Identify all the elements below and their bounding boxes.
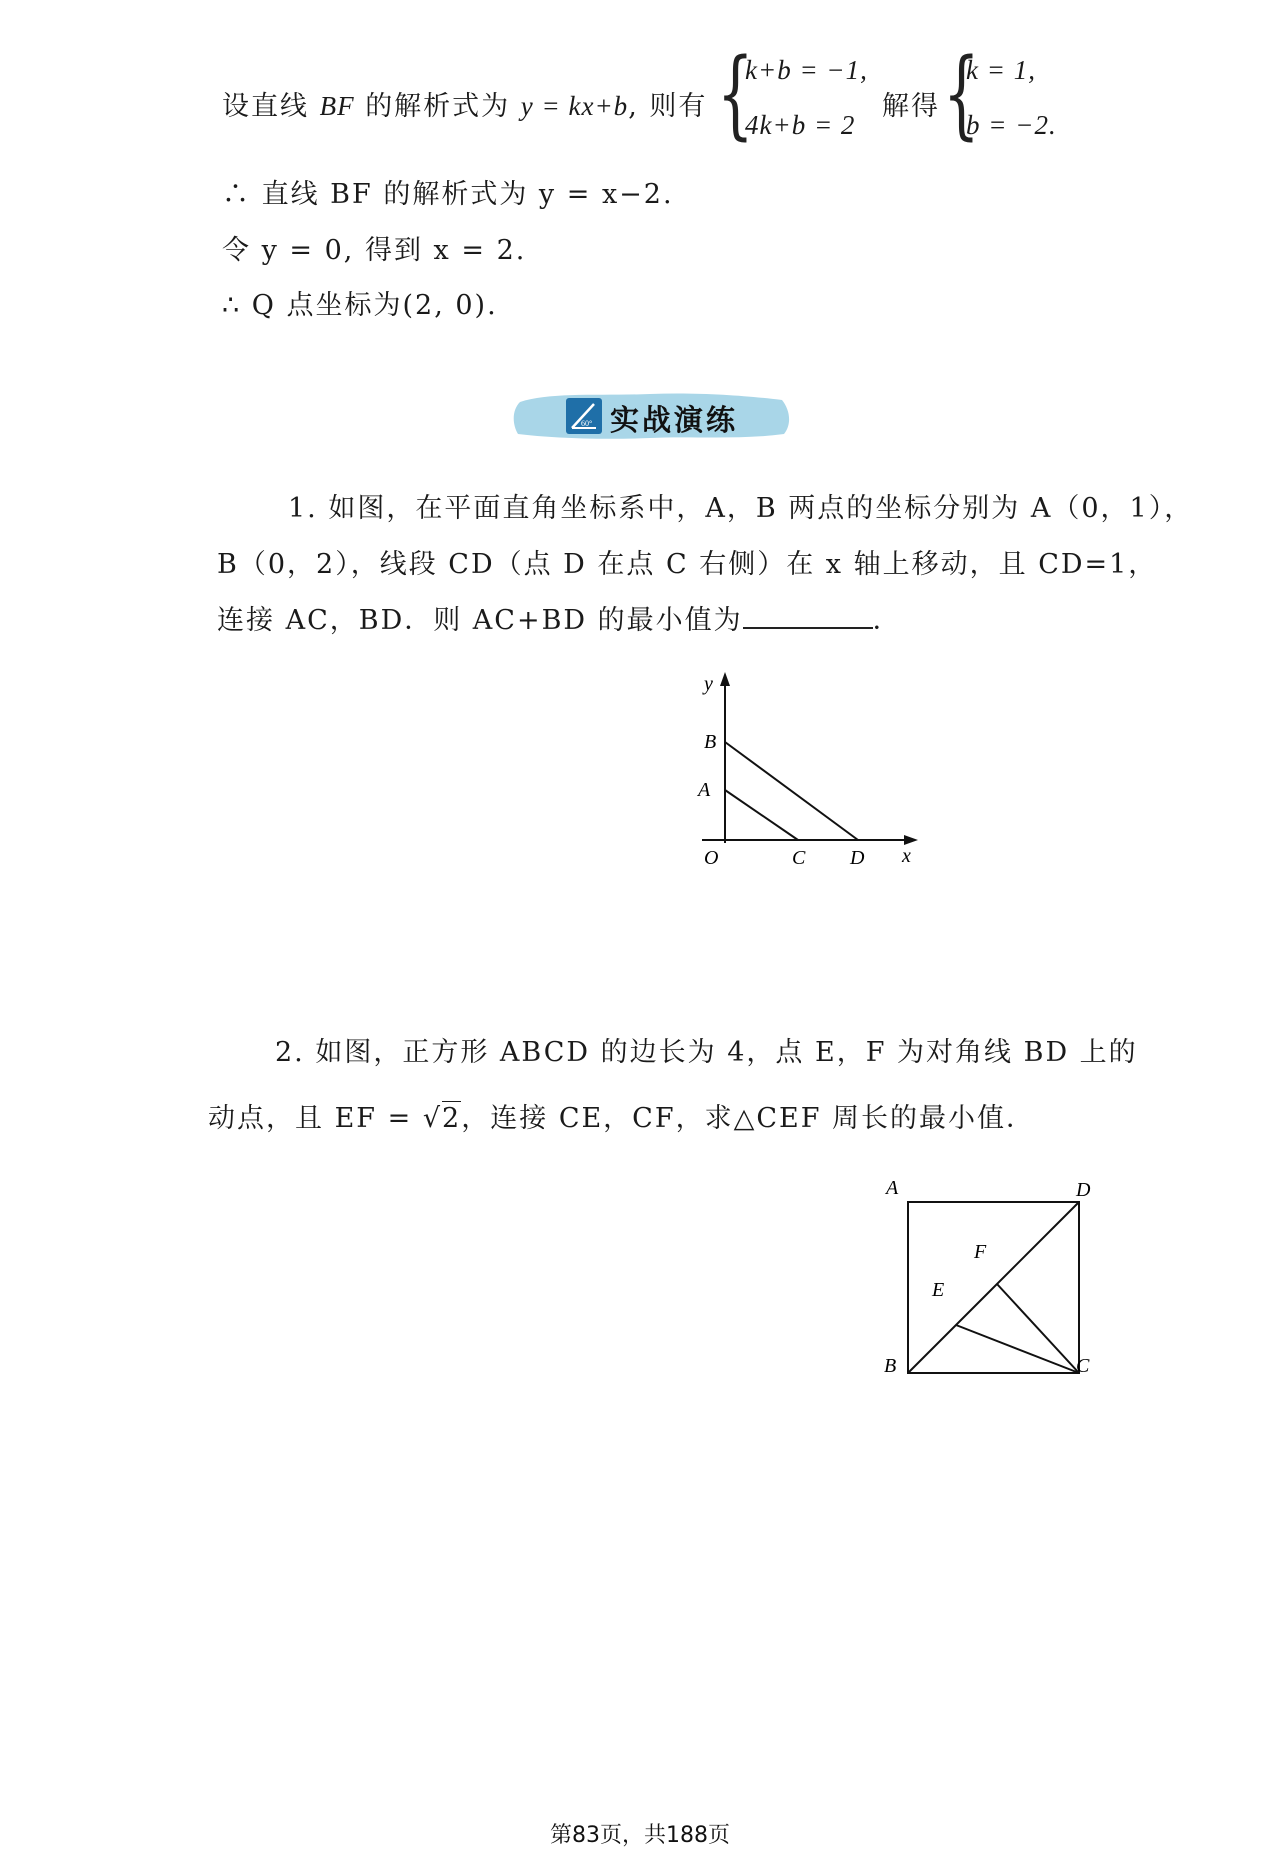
point-d-label: D — [1076, 1179, 1091, 1201]
y-label: y — [704, 673, 713, 695]
page-footer: 第83页，共188页 — [550, 1823, 730, 1848]
point-a-label: A — [886, 1177, 899, 1199]
line1-bf: BF — [319, 91, 355, 121]
line1-prefix: 设直线 — [222, 91, 309, 122]
answer-blank — [743, 603, 873, 629]
equation-line-3: 令 y = 0, 得到 x = 2. — [222, 235, 527, 266]
equation-line-4: ∴ Q 点坐标为(2, 0). — [222, 290, 498, 321]
problem2-line1: 2. 如图，正方形 ABCD 的边长为 4，点 E，F 为对角线 BD 上的 — [275, 1037, 1138, 1068]
system1-brace: { — [717, 38, 754, 150]
section-title: 实战演练 — [610, 403, 739, 437]
y-axis-arrow — [720, 672, 730, 686]
square-figure — [866, 1172, 1106, 1378]
equation-line-1 — [222, 84, 707, 123]
point-e-label: E — [932, 1279, 945, 1301]
problem1-line3 — [217, 598, 902, 637]
system1-row1: k+b = −1, — [745, 55, 868, 85]
line1-then: , 则有 — [628, 91, 708, 122]
point-c-label: C — [792, 847, 806, 869]
point-a-label: A — [698, 779, 711, 801]
system2-row1: k = 1, — [966, 55, 1036, 85]
segment-cf — [997, 1284, 1079, 1373]
coordinate-figure — [680, 668, 940, 878]
point-c-label: C — [1076, 1355, 1090, 1377]
solve-word: 解得 — [882, 91, 940, 122]
problem2-line2 — [208, 1096, 1035, 1135]
problem1-line2: B（0，2），线段 CD（点 D 在点 C 右侧）在 x 轴上移动，且 CD=1， — [217, 549, 1158, 580]
origin-label: O — [704, 847, 719, 869]
system2-brace: { — [943, 38, 980, 150]
icon-label: 60° — [581, 419, 593, 428]
point-b-label: B — [704, 731, 717, 753]
problem1-line3-end: ． — [872, 605, 902, 636]
line1-mid: 的解析式为 — [365, 91, 511, 122]
sqrt-radicand: 2 — [442, 1103, 462, 1134]
problem2-line2-a: 动点，且 EF = — [208, 1103, 423, 1134]
x-label: x — [902, 845, 911, 867]
equation-line-2: ∴ 直线 BF 的解析式为 y = x−2. — [222, 179, 674, 210]
point-f-label: F — [974, 1241, 987, 1263]
x-axis-arrow — [904, 835, 918, 845]
problem1-line1: 1. 如图，在平面直角坐标系中，A，B 两点的坐标分别为 A（0，1）， — [288, 493, 1194, 524]
segment-bd — [725, 742, 858, 840]
point-b-label: B — [884, 1355, 897, 1377]
system1-row2: 4k+b = 2 — [745, 110, 856, 140]
sqrt-sign: √ — [422, 1103, 443, 1134]
system2-row2: b = −2. — [966, 110, 1057, 140]
problem1-line3-text: 连接 AC，BD．则 AC+BD 的最小值为 — [217, 605, 743, 636]
segment-ac — [725, 790, 798, 840]
line1-equation: y = kx+b — [520, 91, 629, 121]
segment-ce — [956, 1325, 1079, 1373]
problem2-line2-b: ，连接 CE，CF，求△CEF 周长的最小值． — [461, 1103, 1036, 1134]
point-d-label: D — [850, 847, 865, 869]
